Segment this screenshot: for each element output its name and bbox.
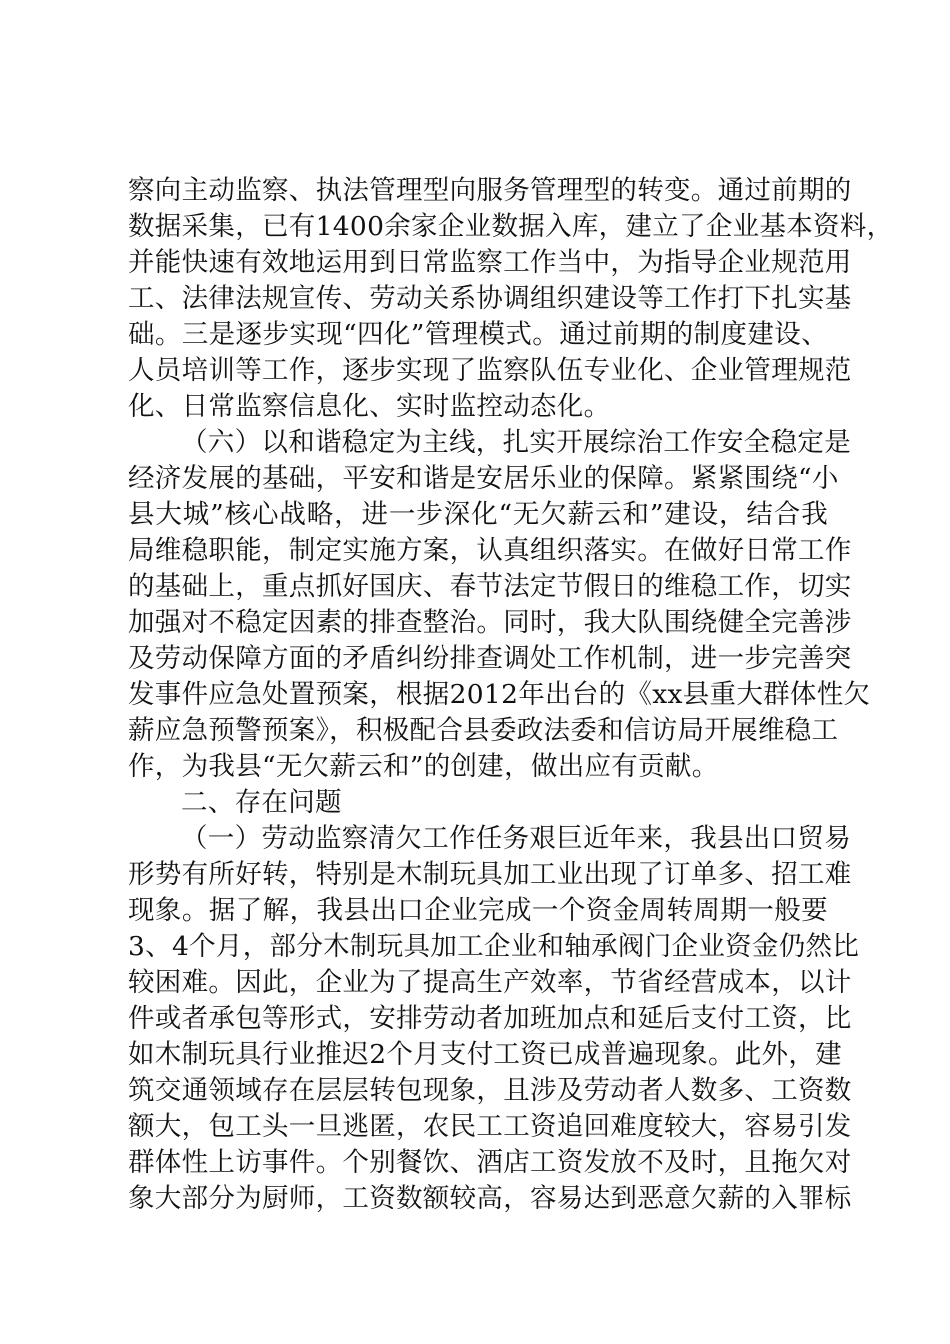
text-line: 如木制玩具行业推迟2个月支付工资已成普遍现象。此外，建 [128,1039,842,1070]
text-line: 象大部分为厨师，工资数额较高，容易达到恶意欠薪的入罪标 [128,1183,852,1214]
text-line: 础。三是逐步实现“四化”管理模式。通过前期的制度建设、 [128,319,828,350]
text-line: 县大城”核心战略，进一步深化“无欠薪云和”建设，结合我 [128,499,828,530]
text-line: 3、4个月，部分木制玩具加工企业和轴承阀门企业资金仍然比 [128,931,860,962]
text-line: 并能快速有效地运用到日常监察工作当中，为指导企业规范用 [128,247,852,278]
text-line: 额大，包工头一旦逃匿，农民工工资追回难度较大，容易引发 [128,1111,852,1142]
paragraph-start-line: （六）以和谐稳定为主线，扎实开展综治工作安全稳定是 [181,427,851,458]
text-line: 加强对不稳定因素的排查整治。同时，我大队围绕健全完善涉 [128,607,852,638]
text-line: 较困难。因此，企业为了提高生产效率，节省经营成本，以计 [128,967,852,998]
paragraph-start-line: （一）劳动监察清欠工作任务艰巨近年来，我县出口贸易 [181,823,851,854]
text-line: 及劳动保障方面的矛盾纠纷排查调处工作机制，进一步完善突 [128,643,852,674]
text-line: 数据采集，已有1400余家企业数据入库，建立了企业基本资料， [128,211,894,242]
text-line: 发事件应急处置预案，根据2012年出台的《xx县重大群体性欠 [128,679,871,710]
text-line: 化、日常监察信息化、实时监控动态化。 [128,391,611,422]
section-heading: 二、存在问题 [181,787,342,818]
text-line: 筑交通领域存在层层转包现象，且涉及劳动者人数多、工资数 [128,1075,852,1106]
text-line: 薪应急预警预案》，积极配合县委政法委和信访局开展维稳工 [128,715,839,746]
text-line: 的基础上，重点抓好国庆、春节法定节假日的维稳工作，切实 [128,571,852,602]
text-line: 现象。据了解，我县出口企业完成一个资金周转周期一般要 [128,895,828,926]
text-line: 形势有所好转，特别是木制玩具加工业出现了订单多、招工难 [128,859,852,890]
text-line: 件或者承包等形式，安排劳动者加班加点和延后支付工资，比 [128,1003,852,1034]
text-line: 察向主动监察、执法管理型向服务管理型的转变。通过前期的 [128,175,852,206]
text-line: 经济发展的基础，平安和谐是安居乐业的保障。紧紧围绕“小 [128,463,839,494]
text-line: 局维稳职能，制定实施方案，认真组织落实。在做好日常工作 [128,535,852,566]
text-line: 群体性上访事件。个别餐饮、酒店工资发放不及时，且拖欠对 [128,1147,852,1178]
text-line: 作，为我县“无欠薪云和”的创建，做出应有贡献。 [128,751,719,782]
text-line: 人员培训等工作，逐步实现了监察队伍专业化、企业管理规范 [128,355,852,386]
text-line: 工、法律法规宣传、劳动关系协调组织建设等工作打下扎实基 [128,283,852,314]
